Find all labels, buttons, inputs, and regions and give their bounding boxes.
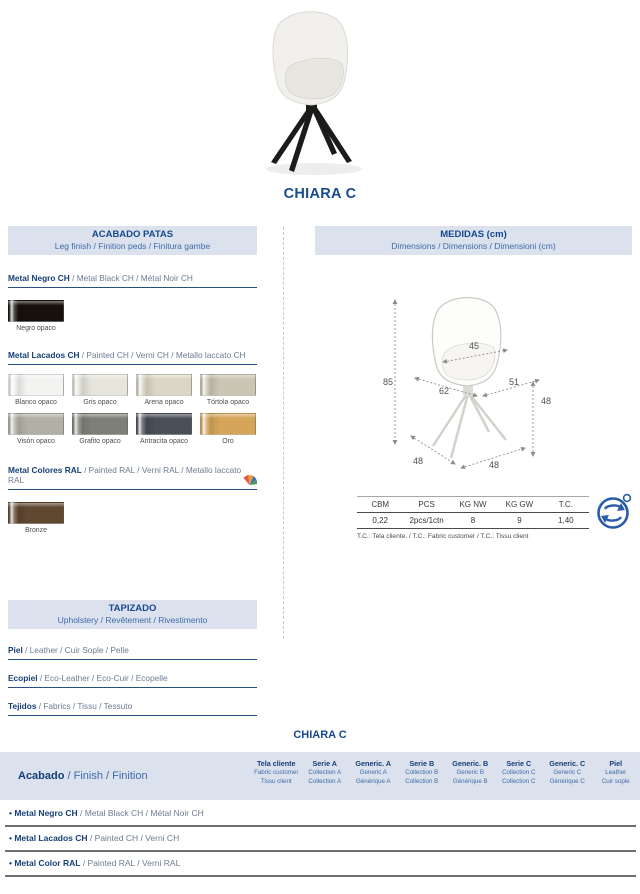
col-line3: Générique A [356,778,391,786]
column-divider [283,227,284,639]
swivel-360-icon [596,492,634,532]
swatch-cell [72,374,128,406]
packing-table-value-row [357,513,589,529]
label-rest: / Finish / Finition [64,770,148,782]
swatch-label: Blanco opaco [15,399,57,406]
dim-base-width: 48 [489,460,500,470]
label-bold: • Metal Negro CH [9,808,78,818]
swatch-arena-opaco [136,374,192,396]
section-title: MEDIDAS (cm) [440,229,507,240]
swatch-grafito-opaco [72,413,128,435]
dim-base-depth: 48 [413,456,424,466]
swatch-label: Oro [222,438,234,445]
label-bold: Ecopiel [8,673,38,683]
ral-color-fan-icon [242,474,257,486]
label-rest: / Painted RAL / Verni RAL [80,858,181,868]
swatch-cell [200,374,256,406]
swatch-bronze [8,502,64,524]
label-rest: / Painted CH / Verni CH [87,833,180,843]
swatch-oro [200,413,256,435]
col-line1: Serie C [506,759,532,768]
label-bold: Piel [8,645,23,655]
finish-table-row-header [0,752,252,800]
dim-depth-right: 51 [509,377,520,387]
swatch-vison-opaco [8,413,64,435]
label-rest: / Eco-Leather / Eco-Cuir / Ecopelle [37,673,168,683]
swatch-label: Tórtola opaco [206,399,250,406]
section-subtitle: Dimensions / Dimensions / Dimensioni (cm) [391,241,556,251]
page-title: CHIARA C [283,186,357,202]
col-header: T.C. [558,500,573,509]
label-bold: • Metal Color RAL [9,858,81,868]
swatch-cell [72,413,128,445]
col-line2: Collection C [502,769,536,777]
col-line1: Generic. B [452,759,489,768]
label-rest: / Fabrics / Tissu / Tessuto [36,701,133,711]
label-rest: / Metal Black CH / Métal Noir CH [77,808,204,818]
finish-row-metal-ral [5,852,636,877]
col-line1: Generic. C [549,759,586,768]
metal-ral-label [8,465,257,490]
column-piel [592,759,640,800]
label-bold: Metal Colores RAL [8,465,82,475]
metal-negro-label [8,273,257,288]
col-line3: Tissu client [260,778,292,786]
packing-table [357,496,589,540]
swatch-cell [8,300,64,332]
lacados-swatch-row-2 [8,413,257,445]
swatch-cell [136,413,192,445]
column-generic-a [349,759,398,800]
col-line1: Piel [609,759,623,768]
dim-seat-height: 48 [541,396,552,406]
chair-outline [432,298,506,458]
col-line2: Collection B [405,769,439,777]
col-line1: Serie B [409,759,435,768]
leg-finish-header [8,226,257,255]
swatch-cell [8,502,64,534]
col-header: KG GW [505,500,534,509]
cell-pcs: 2pcs/1ctn [409,516,444,525]
swatch-cell [8,374,64,406]
upholstery-header [8,600,257,629]
swatch-tortola-opaco [200,374,256,396]
col-header: PCS [418,500,435,509]
dim-total-height: 85 [383,377,394,387]
finish-table-rows [5,802,636,877]
upholstery-row-tejidos [8,701,257,716]
dim-seat-width: 45 [469,341,480,351]
product-photo [236,6,386,178]
finish-row-metal-negro [5,802,636,827]
metal-lacados-label [8,350,257,365]
col-line2: Generic B [456,769,484,777]
col-header: KG NW [459,500,487,509]
label-rest: / Painted RAL / Verni RAL / Metallo laccato RAL [8,465,242,485]
col-line1: Serie A [312,759,337,768]
col-line3: Générique C [549,778,585,786]
section-title: ACABADO PATAS [91,229,174,240]
column-tela-cliente [252,759,301,800]
finish-table-header [0,752,640,800]
column-serie-b [398,759,447,800]
swatch-antracita-opaco [136,413,192,435]
packing-table-header-row [357,496,589,513]
col-line3: Cuir sople [601,778,630,786]
label-bold: • Metal Lacados CH [9,833,88,843]
swatch-cell [8,413,64,445]
label-bold: Metal Lacados CH [8,350,80,360]
label-bold: Tejidos [8,701,37,711]
swatch-label: Grafito opaco [79,438,121,445]
column-generic-c [543,759,592,800]
label-rest: / Leather / Cuir Sople / Pelle [22,645,129,655]
column-serie-c [495,759,544,800]
label-rest: / Metal Black CH / Métal Noir CH [69,273,193,283]
col-line2: Generic C [553,769,582,777]
col-line2: Collection A [308,769,342,777]
section-subtitle: Upholstery / Revêtement / Rivestimento [57,615,208,625]
column-serie-a [301,759,350,800]
col-line3: Collection A [308,778,342,786]
col-line2: Generic A [359,769,387,777]
packing-footnote: T.C.: Tela cliente. / T.C.: Fabric customer / T.C.: Tissu client [357,533,529,540]
section-subtitle: Leg finish / Finition peds / Finitura gambe [54,241,211,251]
dimensions-section [315,226,632,540]
cell-kg-nw: 8 [470,516,476,525]
swatch-label: Gris opaco [83,399,117,406]
dimensions-header [315,226,632,255]
swatch-negro-opaco [8,300,64,322]
dimension-diagram [381,286,593,488]
label-rest: / Painted CH / Verni CH / Metallo laccato CH [79,350,246,360]
label-bold: Metal Negro CH [8,273,70,283]
leg-finish-section [8,226,257,534]
col-line2: Fabric customer [254,769,299,777]
col-line1: Generic. A [355,759,392,768]
column-generic-b [446,759,495,800]
swatch-blanco-opaco [8,374,64,396]
finish-row-metal-lacados [5,827,636,852]
swatch-label: Antracita opaco [140,438,188,445]
col-line3: Collection C [502,778,536,786]
swatch-cell [200,413,256,445]
finish-table-title: CHIARA C [293,729,347,741]
swatch-label: Negro opaco [16,325,56,332]
swatch-label: Bronze [25,527,47,534]
upholstery-section [8,600,257,716]
section-title: TAPIZADO [108,603,157,614]
swatch-gris-opaco [72,374,128,396]
finish-table-columns [252,752,640,800]
lacados-swatch-row-1 [8,374,257,406]
col-line2: Leather [605,769,627,777]
dim-depth-left: 62 [439,386,450,396]
chair-illustration [236,6,386,178]
cell-cbm: 0,22 [372,516,388,525]
col-line1: Tela cliente [256,759,296,768]
cell-kg-gw: 9 [517,516,522,525]
upholstery-row-ecopiel [8,673,257,688]
swatch-label: Arena opaco [144,399,184,406]
col-line3: Générique B [452,778,488,786]
swatch-cell [136,374,192,406]
col-header: CBM [371,500,390,509]
cell-tc: 1,40 [558,516,574,525]
swatch-label: Visón opaco [17,438,55,445]
col-line3: Collection B [405,778,439,786]
label-bold: Acabado [18,770,65,782]
upholstery-row-piel [8,645,257,660]
